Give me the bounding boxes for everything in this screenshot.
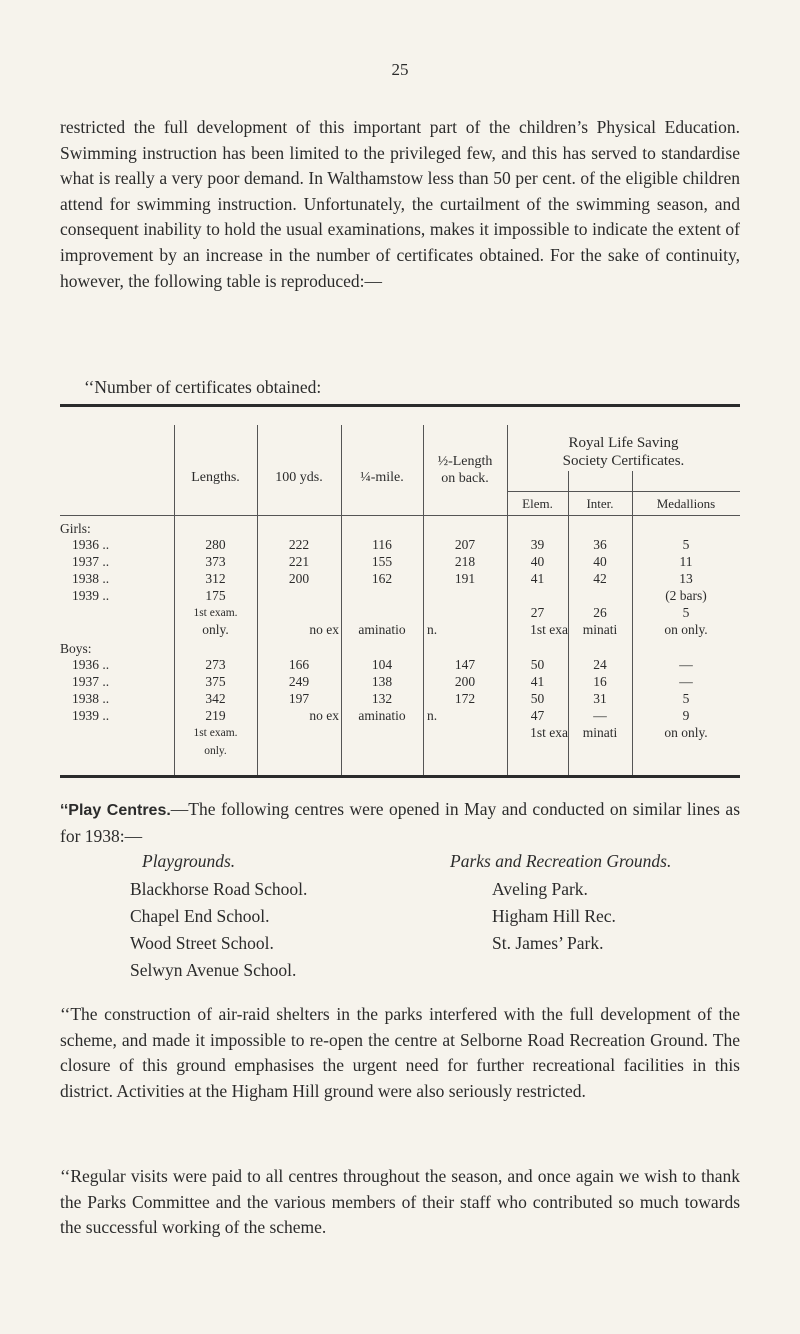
header-rlss-line2: Society Certificates. [562,453,685,469]
cell-half-length: 147 [454,657,476,672]
park-item: Higham Hill Rec. [492,906,616,926]
play-centres-text: —The following centres were opened in May and conducted on similar lines as for 1938:— [60,799,741,846]
table-intro: ‘‘Number of certificates obtained: [84,377,322,397]
cell-lengths: 342 [205,691,226,706]
play-centres-paragraph [60,797,740,849]
cell-elem: 39 [530,537,545,552]
cell-elem: 41 [530,674,545,689]
exam-note: n. [427,622,438,637]
cell-inter: 24 [593,657,607,672]
exam-note: no ex [309,622,339,637]
cell-medallions: 5 [682,605,690,620]
exam-note: on only. [664,622,708,637]
lengths-note: only. [204,745,227,757]
playground-item: Wood Street School. [130,933,274,953]
cell-half-length: n. [427,708,438,723]
page-number: 25 [391,60,409,79]
cell-100-yds: 222 [288,537,310,552]
play-centres-heading: ‘‘Play Centres. [60,802,171,819]
cell-100-yds: 166 [288,657,310,672]
playground-item: Selwyn Avenue School. [130,960,297,980]
cell-half-length: 200 [454,674,476,689]
cell-100-yds: 200 [288,571,310,586]
header-medallions: Medallions [656,496,716,511]
cell-lengths: 273 [205,657,226,672]
row-year: 1939 .. [72,588,110,603]
cell-medallions: — [679,657,693,672]
cell-lengths: 219 [205,708,226,723]
cell-100-yds: 221 [288,554,310,569]
row-year: 1939 .. [72,708,110,723]
cell-inter: 16 [593,674,607,689]
cell-inter: 40 [593,554,607,569]
cell-elem: 47 [530,708,545,723]
cell-quarter-mile: 155 [371,554,393,569]
cell-lengths: 175 [205,588,226,603]
cell-quarter-mile: 138 [371,674,393,689]
exam-note: minati [582,725,618,740]
park-item: Aveling Park. [492,879,588,899]
parks-heading: Parks and Recreation Grounds. [450,851,672,871]
exam-note: 1st exa [530,725,568,740]
playground-item: Chapel End School. [130,906,270,926]
cell-100-yds: 197 [288,691,310,706]
cell-100-yds: no ex [309,708,339,723]
header-lengths: Lengths. [191,470,240,485]
cell-medallions: 5 [682,537,690,552]
cell-medallions: 9 [682,708,690,723]
row-year: 1937 .. [72,674,110,689]
cell-lengths: 312 [205,571,226,586]
playgrounds-heading: Playgrounds. [142,851,236,871]
exam-note: on only. [664,725,708,740]
exam-note: aminatio [358,622,406,637]
header-rule [60,515,740,516]
park-item: St. James’ Park. [492,933,604,953]
exam-note: 1st exa [530,622,568,637]
cell-medallions: (2 bars) [665,588,707,603]
cell-quarter-mile: 116 [372,537,392,552]
subheader-rule [508,491,740,492]
cell-quarter-mile: 104 [371,657,393,672]
header-quarter-mile: ¼-mile. [360,470,404,485]
lengths-note: 1st exam. [193,727,238,739]
row-year: 1936 .. [72,657,110,672]
cell-100-yds: 249 [288,674,310,689]
paragraph-air-raid: ‘‘The construction of air-raid shelters in the parks interfered with the full development of the scheme, and made it impossible to re-open the centre at Selborne Road Recreation Ground. The closure of this ground emphasises the urgent need for further recreational facilities in this district. Activities at the Higham Hill ground were also seriously restricted. [60,1004,740,1101]
cell-elem: 50 [530,657,545,672]
row-year: 1938 .. [72,571,110,586]
row-year: 1936 .. [72,537,110,552]
cell-elem: 50 [530,691,545,706]
cell-lengths: 280 [205,537,226,552]
cell-medallions: 13 [679,571,693,586]
header-half-length-line2: on back. [441,471,489,486]
row-year: 1938 .. [72,691,110,706]
lengths-note: 1st exam. [193,607,238,619]
cell-inter: 42 [593,571,607,586]
boys-label: Boys: [60,641,92,656]
cell-medallions: 5 [682,691,690,706]
cell-quarter-mile: aminatio [358,708,406,723]
paragraph-regular-visits: ‘‘Regular visits were paid to all centres throughout the season, and once again we wish to thank the Parks Committee and the various members of their staff who contributed so much towards the successful working of the scheme. [60,1166,740,1238]
header-rlss-line1: Royal Life Saving [568,435,679,451]
cell-medallions: — [679,674,693,689]
row-year: 1937 .. [72,554,110,569]
header-100-yds: 100 yds. [275,470,323,485]
cell-elem: 41 [530,571,545,586]
certificates-table [60,404,740,778]
cell-elem: 27 [530,605,545,620]
cell-lengths: 373 [205,554,226,569]
cell-inter: 26 [593,605,607,620]
cell-inter: — [593,708,607,723]
cell-inter: 31 [593,691,607,706]
cell-lengths: 375 [205,674,226,689]
cell-quarter-mile: 132 [371,691,393,706]
cell-half-length: 218 [454,554,476,569]
cell-half-length: 172 [454,691,476,706]
paragraph-swimming: restricted the full development of this important part of the children’s Physical Education. Swimming instruction has been limited to the privileged few, and this has served to standardise what is really a very poor demand. In Walthamstow less than 50 per cent. of the eligible children attend for swimming instruction. Unfortunately, the curtailment of the swimming season, and consequent inability to hold the usual examinations, makes it impossible to indicate the extent of improvement by an increase in the number of certificates obtained. For the sake of continuity, however, the following table is reproduced:— [60,117,740,291]
header-half-length-line1: ½-Length [437,454,493,469]
header-inter: Inter. [586,496,614,511]
girls-label: Girls: [60,521,91,536]
exam-note: minati [582,622,618,637]
cell-elem: 40 [530,554,545,569]
cell-quarter-mile: 162 [371,571,393,586]
cell-half-length: 207 [454,537,476,552]
cell-inter: 36 [593,537,607,552]
cell-half-length: 191 [454,571,476,586]
playground-item: Blackhorse Road School. [130,879,308,899]
header-elem: Elem. [522,496,553,511]
cell-medallions: 11 [679,554,693,569]
lengths-note: only. [202,622,229,637]
